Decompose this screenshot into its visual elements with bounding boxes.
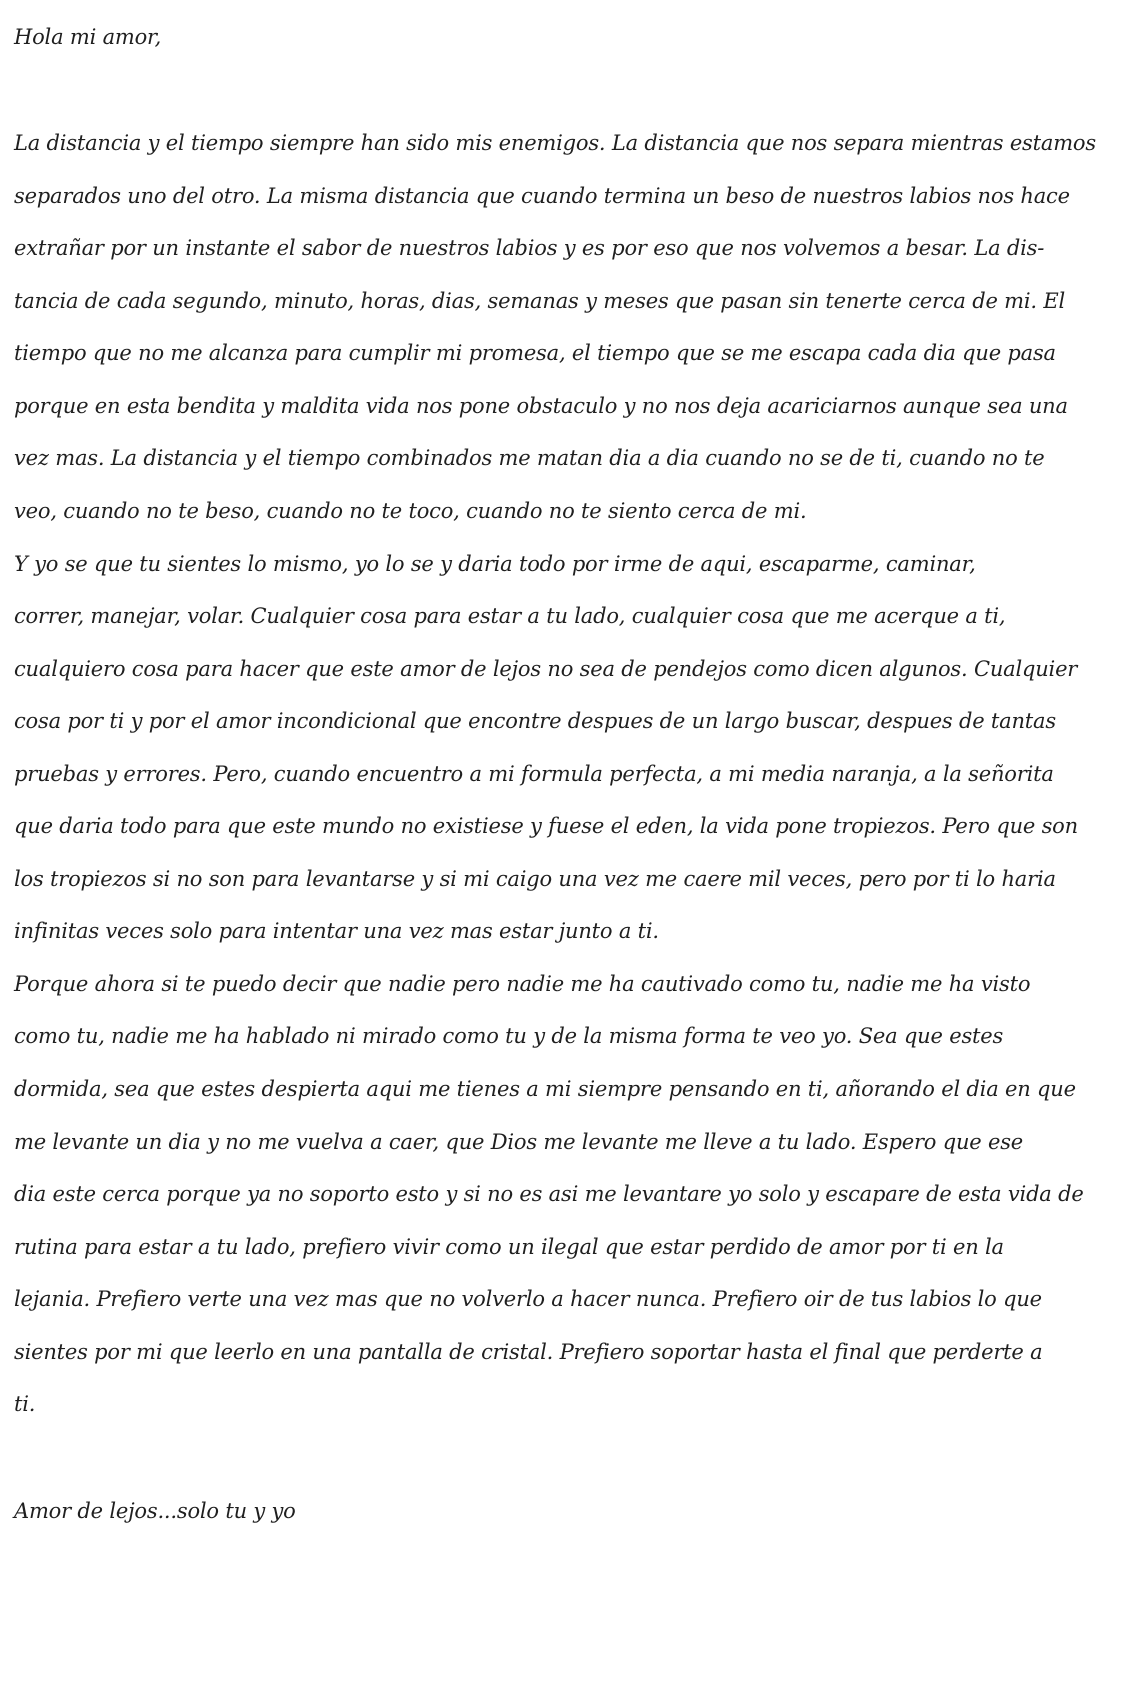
letter-line: Y yo se que tu sientes lo mismo, yo lo se y daria todo por irme de aqui, escaparme, caminar, xyxy=(14,552,976,576)
letter-greeting: Hola mi amor, xyxy=(14,25,162,49)
letter-line: como tu, nadie me ha hablado ni mirado como tu y de la misma forma te veo yo. Sea que estes xyxy=(14,1024,1004,1048)
letter-line: me levante un dia y no me vuelva a caer, que Dios me levante me lleve a tu lado. Espero que ese xyxy=(14,1130,1024,1154)
letter-line: veo, cuando no te beso, cuando no te toco, cuando no te siento cerca de mi. xyxy=(14,499,807,523)
letter-line: separados uno del otro. La misma distancia que cuando termina un beso de nuestros labios nos hace xyxy=(14,184,1070,208)
letter-line: lejania. Prefiero verte una vez mas que no volverlo a hacer nunca. Prefiero oir de tus labios lo que xyxy=(14,1287,1042,1311)
letter-line: ti. xyxy=(14,1392,36,1416)
letter-line: rutina para estar a tu lado, prefiero vivir como un ilegal que estar perdido de amor por ti en la xyxy=(14,1235,1004,1259)
letter-line: porque en esta bendita y maldita vida nos pone obstaculo y no nos deja acariciarnos aunque sea una xyxy=(14,394,1068,418)
letter-line: los tropiezos si no son para levantarse y si mi caigo una vez me caere mil veces, pero por ti lo haria xyxy=(14,867,1056,891)
letter-line: cualquiero cosa para hacer que este amor de lejos no sea de pendejos como dicen algunos. Cualquier xyxy=(14,657,1078,681)
letter-line: La distancia y el tiempo siempre han sido mis enemigos. La distancia que nos separa mientras estamos xyxy=(14,131,1096,155)
letter-line: dormida, sea que estes despierta aqui me tienes a mi siempre pensando en ti, añorando el dia en que xyxy=(14,1077,1076,1101)
letter-line: cosa por ti y por el amor incondicional que encontre despues de un largo buscar, despues de tantas xyxy=(14,709,1056,733)
letter-line: infinitas veces solo para intentar una vez mas estar junto a ti. xyxy=(14,919,659,943)
letter-line: tiempo que no me alcanza para cumplir mi promesa, el tiempo que se me escapa cada dia que pasa xyxy=(14,341,1056,365)
letter-closing: Amor de lejos...solo tu y yo xyxy=(14,1499,296,1523)
letter-line: pruebas y errores. Pero, cuando encuentro a mi formula perfecta, a mi media naranja, a la señorita xyxy=(14,762,1054,786)
letter-line: Porque ahora si te puedo decir que nadie pero nadie me ha cautivado como tu, nadie me ha visto xyxy=(14,972,1031,996)
letter-line: vez mas. La distancia y el tiempo combinados me matan dia a dia cuando no se de ti, cuando no te xyxy=(14,446,1045,470)
letter-line: extrañar por un instante el sabor de nuestros labios y es por eso que nos volvemos a besar. La dis- xyxy=(14,236,1045,260)
letter-line: correr, manejar, volar. Cualquier cosa para estar a tu lado, cualquier cosa que me acerque a ti, xyxy=(14,604,1006,628)
letter-line: dia este cerca porque ya no soporto esto y si no es asi me levantare yo solo y escapare de esta vida de xyxy=(14,1182,1084,1206)
letter-line: tancia de cada segundo, minuto, horas, dias, semanas y meses que pasan sin tenerte cerca de mi. El xyxy=(14,289,1065,313)
letter-line: que daria todo para que este mundo no existiese y fuese el eden, la vida pone tropiezos. Pero que son xyxy=(14,814,1078,838)
letter-line: sientes por mi que leerlo en una pantalla de cristal. Prefiero soportar hasta el final que perderte a xyxy=(14,1340,1043,1364)
